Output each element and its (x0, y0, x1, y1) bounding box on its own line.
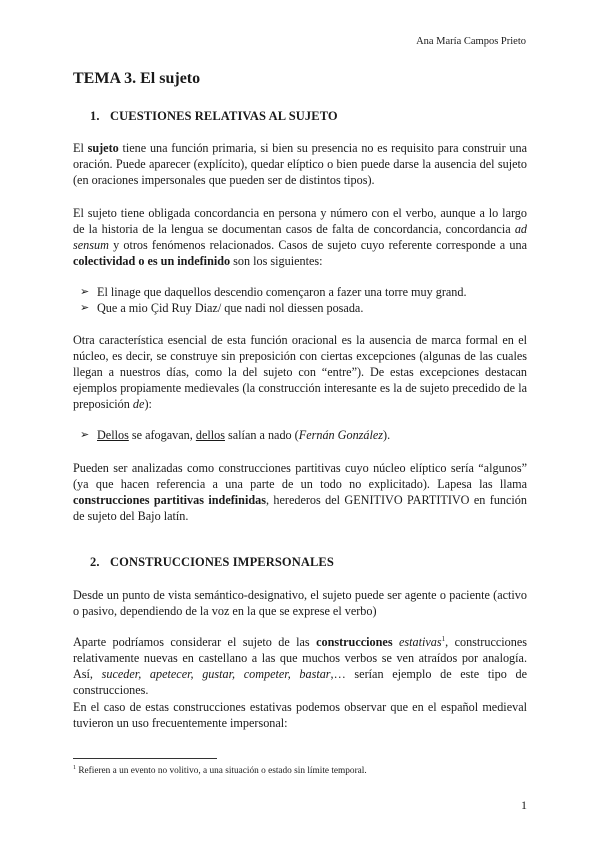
footnote-reference[interactable]: 1 (441, 634, 446, 643)
section-number: 2. (90, 555, 100, 569)
footnote-divider (73, 758, 217, 759)
source-citation: Fernán González (298, 428, 384, 442)
page-number: 1 (521, 798, 527, 812)
paragraph-partitive (73, 460, 527, 524)
list-item-text: El linage que daquellos descendio començaron a fazer una torre muy grand. (97, 285, 467, 299)
list-item (80, 300, 520, 316)
text-run: tiene una función primaria, si bien su presencia no es requisito para construir una oración. Puede aparecer (explícito), quedar elíptico o bien puede darse la ausencia del sujeto (en oraciones impersonales que pueden ser de distintos tipos). (73, 141, 527, 187)
paragraph-agent-patient: Desde un punto de vista semántico-designativo, el sujeto puede ser agente o paciente (activo o pasivo, dependiendo de la voz en la que se exprese el verbo) (73, 588, 527, 618)
text-run: El (73, 141, 88, 155)
text-run: y otros fenómenos relacionados. Casos de sujeto cuyo referente corresponde a una (108, 238, 527, 252)
section-heading-2 (90, 555, 334, 570)
arrowhead-bullet-icon: ➢ (80, 429, 90, 441)
text-run: ,… serían ejemplo de este tipo de construcciones. (73, 667, 527, 697)
page-title: TEMA 3. El sujeto (73, 70, 201, 87)
list-item-text: Que a mio Çid Ruy Diaz/ que nadi nol diessen posada. (97, 301, 364, 315)
bold-term: construcciones partitivas indefinidas (73, 493, 266, 507)
italic-term: de (132, 397, 145, 411)
paragraph-stative (73, 634, 527, 698)
example-list-2 (80, 427, 520, 443)
italic-verb-list: suceder, apetecer, gustar, competer, bastar (101, 667, 331, 681)
footnote (73, 766, 367, 776)
section-title: CONSTRUCCIONES IMPERSONALES (110, 555, 334, 569)
text-run: ): (144, 397, 152, 411)
footnote-text: Refieren a un evento no volitivo, a una situación o estado sin límite temporal. (76, 766, 367, 776)
bold-term: construcciones (316, 635, 393, 649)
running-header-author: Ana María Campos Prieto (416, 36, 526, 47)
paragraph-formal-mark (73, 332, 527, 412)
arrowhead-bullet-icon: ➢ (80, 302, 90, 314)
text-run: se afogavan, (128, 428, 196, 442)
underlined-word: dellos (195, 428, 225, 442)
text-run: salían a nado ( (224, 428, 299, 442)
bold-term: sujeto (87, 141, 119, 155)
text-run: , herederos del GENITIVO PARTITIVO en función de sujeto del Bajo latín. (73, 493, 527, 523)
bold-term: colectividad o es un indefinido (73, 254, 231, 268)
example-list-1 (80, 284, 520, 316)
text-run: ). (383, 428, 391, 442)
paragraph-subject-definition (73, 140, 527, 188)
paragraph-agreement (73, 205, 527, 269)
paragraph-impersonal-use: En el caso de estas construcciones estativas podemos observar que en el español medieval tuvieron un uso frecuentemente impersonal: (73, 700, 527, 730)
section-number: 1. (90, 109, 100, 123)
text-run: Otra característica esencial de esta función oracional es la ausencia de marca formal en el núcleo, es decir, se construye sin preposición con ciertas excepciones (algunas de las cuales llegan a nuestros días, como la del sujeto con “entre”). De estas excepciones destacan ejemplos propiamente medievales (la construcción interesante es la de sujeto precedido de la preposición (73, 333, 527, 411)
text-run: Pueden ser analizadas como construcciones partitivas cuyo núcleo elíptico sería “algunos” (ya que hacen referencia a una parte de un todo no explicitado). Lapesa las llama (73, 461, 527, 491)
text-run: El sujeto tiene obligada concordancia en persona y número con el verbo, aunque a lo largo de la historia de la lengua se documentan casos de falta de concordancia, concordancia (73, 206, 527, 236)
text-run: , construcciones relativamente nuevas en castellano a las que muchos verbos se ven atraídos por analogía. Así, (73, 635, 527, 681)
list-item (80, 427, 520, 443)
section-title: CUESTIONES RELATIVAS AL SUJETO (110, 109, 338, 123)
text-run: son los siguientes: (230, 254, 323, 268)
text-run: Aparte podríamos considerar el sujeto de las (73, 635, 317, 649)
underlined-word: Dellos (97, 428, 129, 442)
arrowhead-bullet-icon: ➢ (80, 286, 90, 298)
section-heading-1 (90, 109, 338, 124)
italic-term: estativas (398, 635, 442, 649)
footnote-mark: 1 (73, 764, 76, 771)
list-item (80, 284, 520, 300)
italic-term: ad sensum (73, 222, 527, 252)
